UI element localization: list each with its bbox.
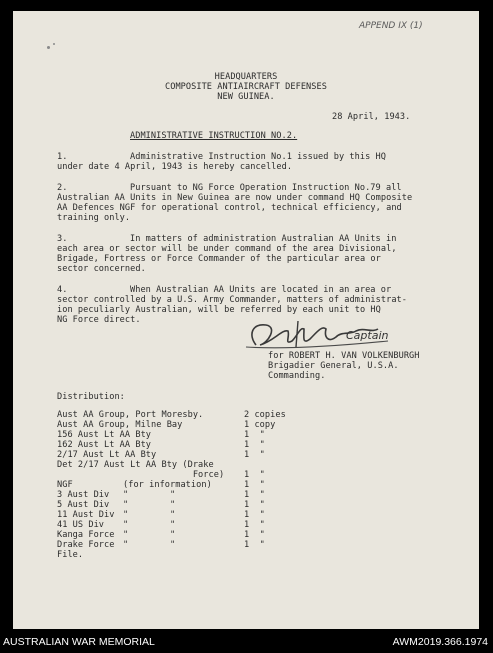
paragraph-line: Pursuant to NG Force Operation Instruction No.79 all	[130, 183, 402, 193]
distribution-unit: 156 Aust Lt AA Bty	[57, 430, 152, 440]
distribution-copies: 1 "	[244, 430, 265, 440]
distribution-note: (for information)	[123, 480, 212, 490]
paragraph-line: Brigade, Fortress or Force Commander of the particular area or	[57, 254, 381, 264]
paragraph-line: When Australian AA Units are located in an area or	[130, 285, 392, 295]
paragraph-number: 2.	[57, 183, 68, 193]
paragraph-number: 3.	[57, 234, 68, 244]
paragraph-line: AA Defences NGF for operational control, technical efficiency, and	[57, 203, 402, 213]
paragraph-line: ion peculiarly Australian, will be referred by each unit to HQ	[57, 305, 381, 315]
distribution-copies: 1 "	[244, 450, 265, 460]
distribution-unit: 162 Aust Lt AA Bty	[57, 440, 152, 450]
distribution-note: " "	[123, 540, 176, 550]
paragraph-line: each area or sector will be under command of the area Divisional,	[57, 244, 397, 254]
distribution-copies: 1 "	[244, 500, 265, 510]
header-line-2: COMPOSITE ANTIAIRCRAFT DEFENSES	[165, 82, 327, 92]
distribution-title: Distribution:	[57, 392, 125, 402]
paragraph-number: 1.	[57, 152, 68, 162]
paragraph-line: Australian AA Units in New Guinea are now under command HQ Composite	[57, 193, 413, 203]
distribution-copies: 1 "	[244, 490, 265, 500]
distribution-note: " "	[123, 510, 176, 520]
distribution-unit: 41 US Div	[57, 520, 105, 530]
distribution-note: " "	[123, 520, 176, 530]
document-page	[13, 11, 479, 629]
distribution-copies: 1 "	[244, 480, 265, 490]
distribution-note: " "	[123, 490, 176, 500]
header-line-1: HEADQUARTERS	[214, 72, 278, 82]
punch-mark	[53, 43, 55, 45]
punch-mark	[47, 46, 50, 49]
distribution-copies: 1 "	[244, 530, 265, 540]
signature-rank: Captain	[346, 329, 389, 342]
footer-reference: AWM2019.366.1974	[392, 636, 488, 648]
document-date: 28 April, 1943.	[332, 112, 411, 122]
signature-line-3: Commanding.	[268, 371, 326, 381]
paragraph-line: In matters of administration Australian AA Units in	[130, 234, 397, 244]
paragraph-line: Administrative Instruction No.1 issued by this HQ	[130, 152, 386, 162]
distribution-unit: File.	[57, 550, 84, 560]
paragraph-number: 4.	[57, 285, 68, 295]
distribution-unit: 3 Aust Div	[57, 490, 110, 500]
footer-bar	[0, 633, 493, 653]
distribution-copies: 2 copies	[244, 410, 286, 420]
footer-source: AUSTRALIAN WAR MEMORIAL	[3, 636, 155, 648]
distribution-note: " "	[123, 500, 176, 510]
paragraph-line: under date 4 April, 1943 is hereby cancelled.	[57, 162, 293, 172]
header-line-3: NEW GUINEA.	[217, 92, 275, 102]
paragraph-line: NG Force direct.	[57, 315, 141, 325]
distribution-unit: 5 Aust Div	[57, 500, 110, 510]
distribution-copies: 1 "	[244, 470, 265, 480]
distribution-unit: Force)	[57, 470, 225, 480]
distribution-unit: Det 2/17 Aust Lt AA Bty (Drake	[57, 460, 214, 470]
signature-line-2: Brigadier General, U.S.A.	[268, 361, 399, 371]
signature-line-1: for ROBERT H. VAN VOLKENBURGH	[268, 351, 420, 361]
distribution-unit: Kanga Force	[57, 530, 115, 540]
handwritten-annotation: APPEND IX (1)	[359, 21, 423, 31]
distribution-note: " "	[123, 530, 176, 540]
distribution-copies: 1 "	[244, 520, 265, 530]
distribution-unit: Aust AA Group, Port Moresby.	[57, 410, 204, 420]
paragraph-line: sector concerned.	[57, 264, 146, 274]
distribution-copies: 1 "	[244, 540, 265, 550]
handwritten-signature	[238, 315, 428, 355]
distribution-unit: Drake Force	[57, 540, 115, 550]
distribution-unit: NGF	[57, 480, 73, 490]
distribution-copies: 1 "	[244, 510, 265, 520]
distribution-unit: 2/17 Aust Lt AA Bty	[57, 450, 157, 460]
distribution-copies: 1 "	[244, 440, 265, 450]
distribution-copies: 1 copy	[244, 420, 276, 430]
distribution-unit: 11 Aust Div	[57, 510, 115, 520]
paragraph-line: sector controlled by a U.S. Army Commander, matters of administrat-	[57, 295, 407, 305]
distribution-unit: Aust AA Group, Milne Bay	[57, 420, 183, 430]
document-title: ADMINISTRATIVE INSTRUCTION NO.2.	[130, 131, 298, 141]
paragraph-line: training only.	[57, 213, 131, 223]
